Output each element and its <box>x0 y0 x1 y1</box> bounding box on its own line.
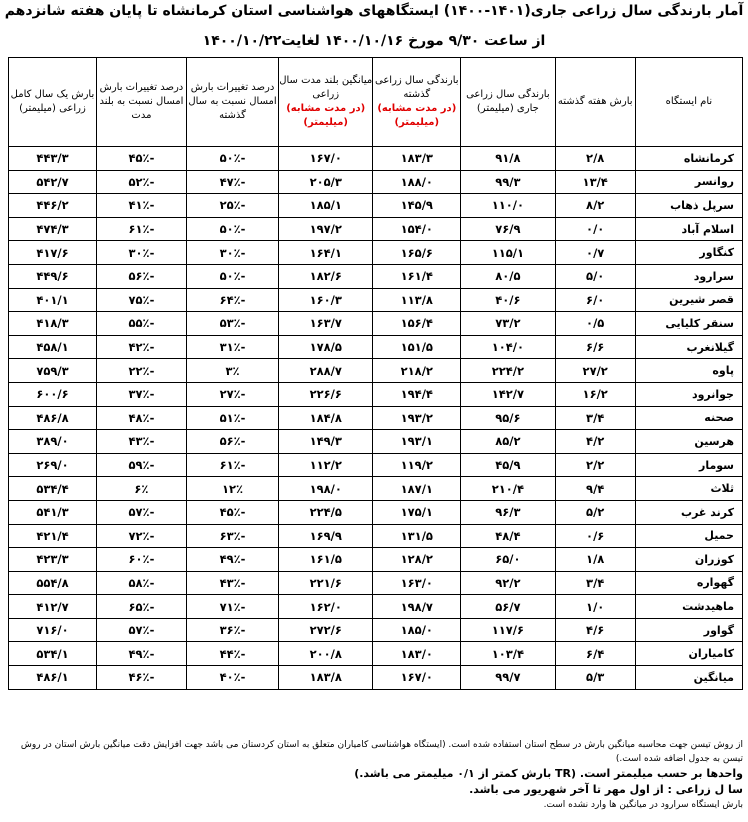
header-current-year: بارندگی سال زراعی جاری (میلیمتر) <box>461 58 555 147</box>
cell-full-year: ۳۸۹/۰ <box>9 430 97 454</box>
cell-last-year: ۱۳۱/۵ <box>373 524 461 548</box>
cell-change-long: -۴۱٪ <box>96 194 186 218</box>
table-row <box>9 241 743 265</box>
cell-current-year: ۱۴۲/۷ <box>461 382 555 406</box>
cell-full-year: ۴۱۸/۳ <box>9 312 97 336</box>
cell-change-long: -۵۷٪ <box>96 500 186 524</box>
cell-week-rain: ۰/۰ <box>555 217 635 241</box>
cell-change-long: -۲۲٪ <box>96 359 186 383</box>
cell-current-year: ۱۰۴/۰ <box>461 335 555 359</box>
table-row <box>9 382 743 406</box>
table-row <box>9 217 743 241</box>
cell-week-rain: ۵/۰ <box>555 264 635 288</box>
header-week-rain: بارش هفته گذشته <box>555 58 635 147</box>
cell-week-rain: ۱/۸ <box>555 548 635 572</box>
cell-longterm: ۲۲۱/۶ <box>279 571 373 595</box>
cell-change-last: -۴۹٪ <box>186 548 278 572</box>
cell-last-year: ۱۹۴/۴ <box>373 382 461 406</box>
cell-change-last: -۶۳٪ <box>186 524 278 548</box>
table-row <box>9 288 743 312</box>
cell-current-year: ۸۰/۵ <box>461 264 555 288</box>
cell-longterm: ۱۶۴/۱ <box>279 241 373 265</box>
cell-current-year: ۹۹/۷ <box>461 666 555 690</box>
cell-station-name: سرارود <box>635 264 742 288</box>
cell-current-year: ۹۱/۸ <box>461 147 555 171</box>
cell-full-year: ۵۳۴/۴ <box>9 477 97 501</box>
cell-station-name: ثلاث <box>635 477 742 501</box>
cell-station-name: کامیاران <box>635 642 742 666</box>
cell-last-year: ۱۲۸/۲ <box>373 548 461 572</box>
cell-change-last: -۴۷٪ <box>186 170 278 194</box>
cell-full-year: ۴۴۳/۳ <box>9 147 97 171</box>
cell-full-year: ۴۲۳/۳ <box>9 548 97 572</box>
cell-change-last: -۴۳٪ <box>186 571 278 595</box>
cell-station-name: حمیل <box>635 524 742 548</box>
cell-change-long: -۷۲٪ <box>96 524 186 548</box>
table-body <box>9 147 743 690</box>
table-row <box>9 477 743 501</box>
cell-week-rain: ۰/۵ <box>555 312 635 336</box>
cell-last-year: ۱۵۴/۰ <box>373 217 461 241</box>
cell-last-year: ۱۶۱/۴ <box>373 264 461 288</box>
header-last-year-note: (در مدت مشابه) (میلیمتر) <box>377 103 457 128</box>
cell-change-last: -۵۰٪ <box>186 264 278 288</box>
cell-longterm: ۲۲۴/۵ <box>279 500 373 524</box>
table-row <box>9 595 743 619</box>
page-subtitle: از ساعت ۹/۳۰ مورخ ۱۴۰۰/۱۰/۱۶ لغایت۱۴۰۰/۱۰/۲۲ <box>202 33 546 49</box>
cell-longterm: ۱۶۱/۵ <box>279 548 373 572</box>
cell-station-name: قصر شیرین <box>635 288 742 312</box>
cell-full-year: ۶۰۰/۶ <box>9 382 97 406</box>
cell-last-year: ۱۹۸/۷ <box>373 595 461 619</box>
cell-week-rain: ۰/۶ <box>555 524 635 548</box>
cell-change-last: -۵۳٪ <box>186 312 278 336</box>
table-row <box>9 642 743 666</box>
cell-longterm: ۱۷۸/۵ <box>279 335 373 359</box>
cell-station-name: کرند غرب <box>635 500 742 524</box>
cell-full-year: ۵۴۲/۷ <box>9 170 97 194</box>
table-row <box>9 548 743 572</box>
cell-week-rain: ۶/۰ <box>555 288 635 312</box>
cell-last-year: ۱۵۱/۵ <box>373 335 461 359</box>
cell-station-name: اسلام آباد <box>635 217 742 241</box>
cell-station-name: سومار <box>635 453 742 477</box>
header-change-long: درصد تغییرات بارش امسال نسبت به بلند مدت <box>96 58 186 147</box>
cell-last-year: ۱۸۷/۱ <box>373 477 461 501</box>
cell-current-year: ۶۵/۰ <box>461 548 555 572</box>
footnotes <box>8 738 743 812</box>
cell-change-last: -۵۶٪ <box>186 430 278 454</box>
cell-last-year: ۱۸۵/۰ <box>373 618 461 642</box>
cell-last-year: ۱۱۳/۸ <box>373 288 461 312</box>
cell-change-long: -۵۹٪ <box>96 453 186 477</box>
cell-change-long: -۴۵٪ <box>96 147 186 171</box>
cell-week-rain: ۲۷/۲ <box>555 359 635 383</box>
cell-station-name: گیلانغرب <box>635 335 742 359</box>
cell-longterm: ۱۹۸/۰ <box>279 477 373 501</box>
cell-full-year: ۴۱۲/۷ <box>9 595 97 619</box>
cell-current-year: ۵۶/۷ <box>461 595 555 619</box>
cell-week-rain: ۴/۲ <box>555 430 635 454</box>
cell-week-rain: ۶/۶ <box>555 335 635 359</box>
cell-change-last: -۶۴٪ <box>186 288 278 312</box>
cell-week-rain: ۸/۲ <box>555 194 635 218</box>
cell-current-year: ۷۶/۹ <box>461 217 555 241</box>
cell-change-long: -۴۲٪ <box>96 335 186 359</box>
cell-full-year: ۴۵۸/۱ <box>9 335 97 359</box>
cell-last-year: ۲۱۸/۲ <box>373 359 461 383</box>
cell-full-year: ۴۴۹/۶ <box>9 264 97 288</box>
cell-station-name: کنگاور <box>635 241 742 265</box>
cell-longterm: ۱۶۰/۳ <box>279 288 373 312</box>
note-crop-year: سا ل زراعی : از اول مهر تا آخر شهریور می باشد. <box>469 783 743 796</box>
cell-change-long: -۴۹٪ <box>96 642 186 666</box>
cell-current-year: ۹۹/۳ <box>461 170 555 194</box>
cell-longterm: ۱۱۲/۲ <box>279 453 373 477</box>
cell-longterm: ۱۶۷/۰ <box>279 147 373 171</box>
cell-week-rain: ۹/۴ <box>555 477 635 501</box>
cell-full-year: ۴۰۱/۱ <box>9 288 97 312</box>
cell-change-last: ۱۲٪ <box>186 477 278 501</box>
cell-station-name: میانگین <box>635 666 742 690</box>
cell-change-last: -۳۰٪ <box>186 241 278 265</box>
cell-change-last: -۴۰٪ <box>186 666 278 690</box>
header-change-last: درصد تغییرات بارش امسال نسبت به سال گذشته <box>186 58 278 147</box>
cell-week-rain: ۱/۰ <box>555 595 635 619</box>
cell-week-rain: ۱۳/۴ <box>555 170 635 194</box>
cell-full-year: ۴۴۶/۲ <box>9 194 97 218</box>
cell-week-rain: ۵/۲ <box>555 500 635 524</box>
table-header-row <box>9 58 743 147</box>
cell-longterm: ۲۰۵/۳ <box>279 170 373 194</box>
cell-current-year: ۴۰/۶ <box>461 288 555 312</box>
cell-change-last: -۵۱٪ <box>186 406 278 430</box>
cell-current-year: ۸۵/۲ <box>461 430 555 454</box>
cell-current-year: ۱۱۰/۰ <box>461 194 555 218</box>
cell-station-name: هرسین <box>635 430 742 454</box>
cell-full-year: ۴۱۷/۶ <box>9 241 97 265</box>
table-row <box>9 406 743 430</box>
cell-change-long: ۶٪ <box>96 477 186 501</box>
cell-station-name: گواور <box>635 618 742 642</box>
cell-full-year: ۵۴۱/۳ <box>9 500 97 524</box>
cell-last-year: ۱۸۳/۳ <box>373 147 461 171</box>
cell-change-long: -۶۵٪ <box>96 595 186 619</box>
table-row <box>9 312 743 336</box>
cell-change-long: -۴۸٪ <box>96 406 186 430</box>
cell-station-name: پاوه <box>635 359 742 383</box>
cell-current-year: ۹۶/۳ <box>461 500 555 524</box>
cell-week-rain: ۲/۸ <box>555 147 635 171</box>
page-title: آمار بارندگی سال زراعی جاری(۱۴۰۱-۱۴۰۰) ایستگاههای هواشناسی استان کرمانشاه تا پایان هفته شانزدهم <box>4 3 744 19</box>
cell-longterm: ۱۸۵/۱ <box>279 194 373 218</box>
cell-station-name: کوزران <box>635 548 742 572</box>
cell-week-rain: ۶/۴ <box>555 642 635 666</box>
cell-last-year: ۱۹۳/۲ <box>373 406 461 430</box>
cell-longterm: ۲۷۲/۶ <box>279 618 373 642</box>
table-row <box>9 147 743 171</box>
rainfall-table <box>8 57 743 690</box>
cell-longterm: ۱۸۴/۸ <box>279 406 373 430</box>
cell-longterm: ۱۶۲/۰ <box>279 595 373 619</box>
cell-longterm: ۱۹۷/۲ <box>279 217 373 241</box>
cell-change-last: -۲۷٪ <box>186 382 278 406</box>
cell-full-year: ۴۸۶/۸ <box>9 406 97 430</box>
cell-change-last: -۴۴٪ <box>186 642 278 666</box>
cell-week-rain: ۳/۴ <box>555 571 635 595</box>
cell-station-name: جوانرود <box>635 382 742 406</box>
header-last-year <box>373 58 461 147</box>
cell-current-year: ۷۳/۲ <box>461 312 555 336</box>
cell-change-last: -۳۱٪ <box>186 335 278 359</box>
cell-longterm: ۱۶۹/۹ <box>279 524 373 548</box>
cell-longterm: ۲۸۸/۷ <box>279 359 373 383</box>
cell-week-rain: ۲/۲ <box>555 453 635 477</box>
cell-full-year: ۷۱۶/۰ <box>9 618 97 642</box>
cell-last-year: ۱۶۳/۰ <box>373 571 461 595</box>
header-full-year: بارش یک سال کامل زراعی (میلیمتر) <box>9 58 97 147</box>
cell-station-name: ماهیدشت <box>635 595 742 619</box>
table-row <box>9 524 743 548</box>
cell-current-year: ۱۱۵/۱ <box>461 241 555 265</box>
cell-current-year: ۱۰۳/۴ <box>461 642 555 666</box>
table-row <box>9 453 743 477</box>
cell-longterm: ۲۰۰/۸ <box>279 642 373 666</box>
table-row <box>9 430 743 454</box>
cell-full-year: ۵۵۴/۸ <box>9 571 97 595</box>
cell-change-last: ۳٪ <box>186 359 278 383</box>
table-row <box>9 571 743 595</box>
cell-last-year: ۱۷۵/۱ <box>373 500 461 524</box>
cell-full-year: ۴۸۶/۱ <box>9 666 97 690</box>
cell-full-year: ۵۳۴/۱ <box>9 642 97 666</box>
cell-change-last: -۵۰٪ <box>186 217 278 241</box>
cell-current-year: ۹۲/۲ <box>461 571 555 595</box>
table-row <box>9 170 743 194</box>
cell-change-long: -۵۵٪ <box>96 312 186 336</box>
cell-current-year: ۴۵/۹ <box>461 453 555 477</box>
table-row <box>9 359 743 383</box>
cell-station-name: صحنه <box>635 406 742 430</box>
cell-change-long: -۵۷٪ <box>96 618 186 642</box>
cell-full-year: ۴۷۴/۳ <box>9 217 97 241</box>
cell-station-name: کرمانشاه <box>635 147 742 171</box>
header-longterm-label: میانگین بلند مدت سال زراعی <box>279 75 373 100</box>
cell-change-last: -۶۱٪ <box>186 453 278 477</box>
cell-longterm: ۱۸۲/۶ <box>279 264 373 288</box>
cell-change-last: -۲۵٪ <box>186 194 278 218</box>
table-row <box>9 618 743 642</box>
cell-full-year: ۴۲۱/۴ <box>9 524 97 548</box>
header-station: نام ایستگاه <box>635 58 742 147</box>
cell-week-rain: ۰/۷ <box>555 241 635 265</box>
cell-longterm: ۱۴۹/۳ <box>279 430 373 454</box>
note-units: واحدها بر حسب میلیمتر است. (TR بارش کمتر از ۰/۱ میلیمتر می باشد.) <box>354 767 743 780</box>
cell-change-long: -۷۵٪ <box>96 288 186 312</box>
cell-station-name: گهواره <box>635 571 742 595</box>
note-sararud: بارش ایستگاه سرارود در میانگین ها وارد نشده است. <box>543 800 743 810</box>
cell-change-last: -۷۱٪ <box>186 595 278 619</box>
cell-last-year: ۱۶۷/۰ <box>373 666 461 690</box>
cell-current-year: ۲۲۴/۲ <box>461 359 555 383</box>
cell-change-long: -۴۶٪ <box>96 666 186 690</box>
cell-change-long: -۳۰٪ <box>96 241 186 265</box>
cell-current-year: ۱۱۷/۶ <box>461 618 555 642</box>
cell-full-year: ۷۵۹/۳ <box>9 359 97 383</box>
header-longterm-note: (در مدت مشابه) (میلیمتر) <box>286 103 366 128</box>
cell-change-long: -۳۷٪ <box>96 382 186 406</box>
cell-current-year: ۴۸/۴ <box>461 524 555 548</box>
cell-change-long: -۶۱٪ <box>96 217 186 241</box>
cell-change-long: -۴۳٪ <box>96 430 186 454</box>
table-row <box>9 335 743 359</box>
cell-week-rain: ۳/۴ <box>555 406 635 430</box>
cell-current-year: ۲۱۰/۴ <box>461 477 555 501</box>
note-thiessen: از روش تیسن جهت محاسبه میانگین بارش در سطح استان استفاده شده است. (ایستگاه هواشناسی کامیاران متعلق به استان کردستان می باشد جهت افزایش دقت میانگین بارش استان در روش تیسن به جدول اضافه شده است.) <box>20 740 743 764</box>
cell-last-year: ۱۱۹/۲ <box>373 453 461 477</box>
header-longterm <box>279 58 373 147</box>
cell-change-long: -۵۶٪ <box>96 264 186 288</box>
cell-week-rain: ۱۶/۲ <box>555 382 635 406</box>
table-row <box>9 194 743 218</box>
table-row <box>9 500 743 524</box>
cell-longterm: ۱۸۳/۸ <box>279 666 373 690</box>
cell-week-rain: ۴/۶ <box>555 618 635 642</box>
cell-change-last: -۴۵٪ <box>186 500 278 524</box>
cell-full-year: ۲۶۹/۰ <box>9 453 97 477</box>
cell-change-long: -۶۰٪ <box>96 548 186 572</box>
cell-station-name: سرپل ذهاب <box>635 194 742 218</box>
cell-change-long: -۵۸٪ <box>96 571 186 595</box>
cell-change-last: -۳۶٪ <box>186 618 278 642</box>
cell-longterm: ۲۲۶/۶ <box>279 382 373 406</box>
cell-last-year: ۱۶۵/۶ <box>373 241 461 265</box>
header-last-year-label: بارندگی سال زراعی گذشته <box>375 75 459 100</box>
cell-change-last: -۵۰٪ <box>186 147 278 171</box>
cell-last-year: ۱۵۶/۴ <box>373 312 461 336</box>
cell-current-year: ۹۵/۶ <box>461 406 555 430</box>
table-row <box>9 666 743 690</box>
cell-last-year: ۱۴۵/۹ <box>373 194 461 218</box>
cell-last-year: ۱۸۳/۰ <box>373 642 461 666</box>
cell-station-name: روانسر <box>635 170 742 194</box>
cell-longterm: ۱۶۳/۷ <box>279 312 373 336</box>
table-row <box>9 264 743 288</box>
cell-station-name: سنقر کلیایی <box>635 312 742 336</box>
cell-last-year: ۱۸۸/۰ <box>373 170 461 194</box>
cell-last-year: ۱۹۳/۱ <box>373 430 461 454</box>
cell-change-long: -۵۲٪ <box>96 170 186 194</box>
cell-week-rain: ۵/۳ <box>555 666 635 690</box>
